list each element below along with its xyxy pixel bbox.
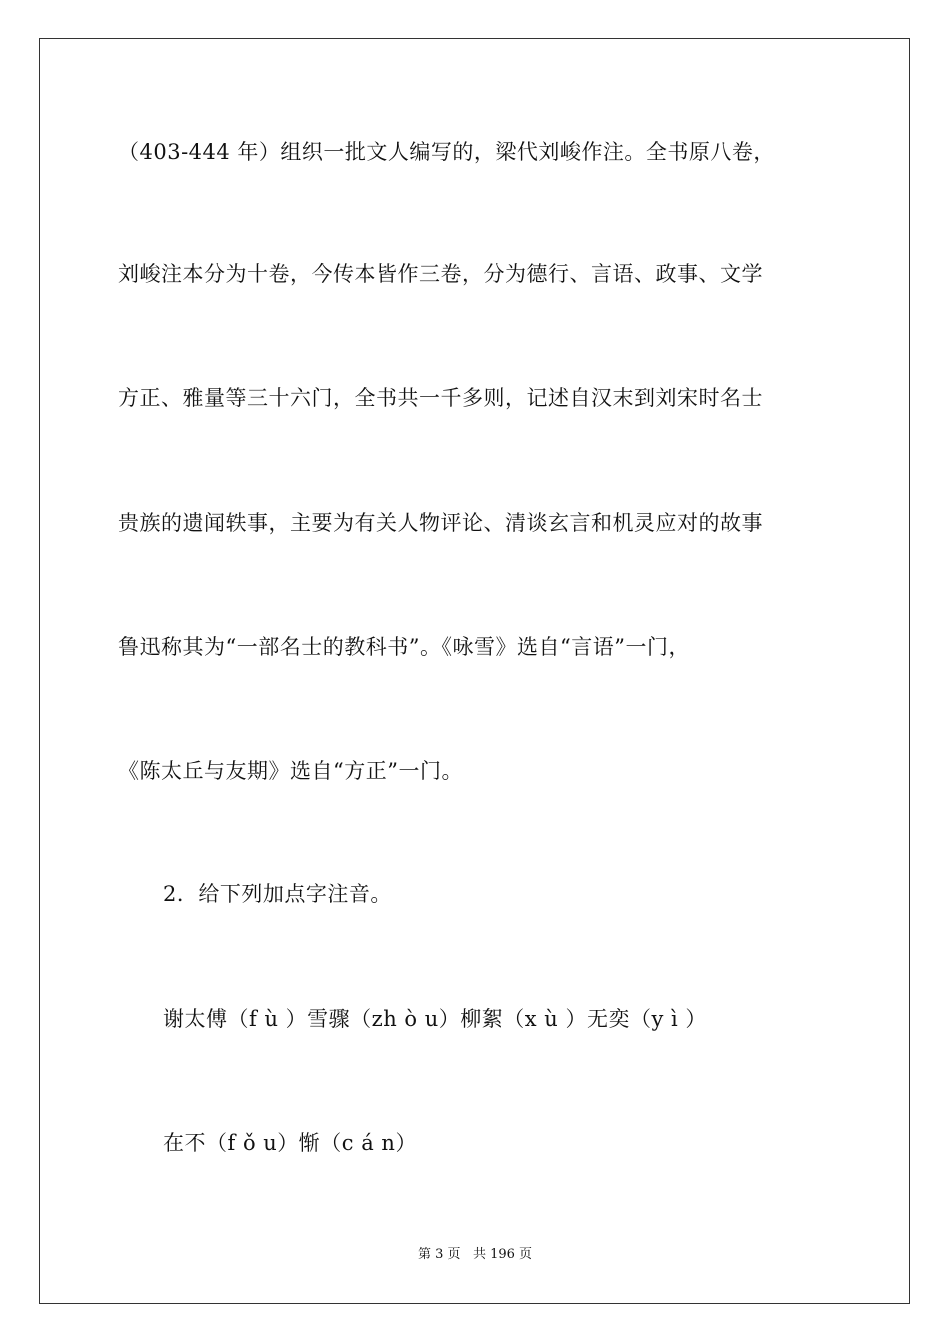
- paragraph-line-3: 方正、雅量等三十六门，全书共一千多则，记述自汉末到刘宋时名士: [118, 386, 763, 410]
- paragraph-line-4: 贵族的遗闻轶事，主要为有关人物评论、清谈玄言和机灵应对的故事: [118, 511, 763, 535]
- page-total: 共 196 页: [472, 1247, 533, 1262]
- pinyin-line-2: 在不（f ǒ u）惭（c á n）: [163, 1131, 417, 1155]
- paragraph-line-6: 《陈太丘与友期》选自“方正”一门。: [118, 759, 463, 783]
- page-footer: [0, 1246, 950, 1264]
- question-heading: 2．给下列加点字注音。: [163, 882, 392, 906]
- pinyin-line-1: 谢太傅（f ù ）雪骤（zh ò u）柳絮（x ù ）无奕（y ì ）: [163, 1007, 707, 1031]
- paragraph-line-2: 刘峻注本分为十卷，今传本皆作三卷，分为德行、言语、政事、文学: [118, 262, 763, 286]
- paragraph-line-5: 鲁迅称其为“一部名士的教科书”。《咏雪》选自“言语”一门，: [118, 635, 690, 659]
- paragraph-line-1: （403-444 年）组织一批文人编写的，梁代刘峻作注。全书原八卷，: [118, 140, 775, 164]
- page-number: 第 3 页: [417, 1247, 461, 1262]
- page-frame: [39, 38, 910, 1304]
